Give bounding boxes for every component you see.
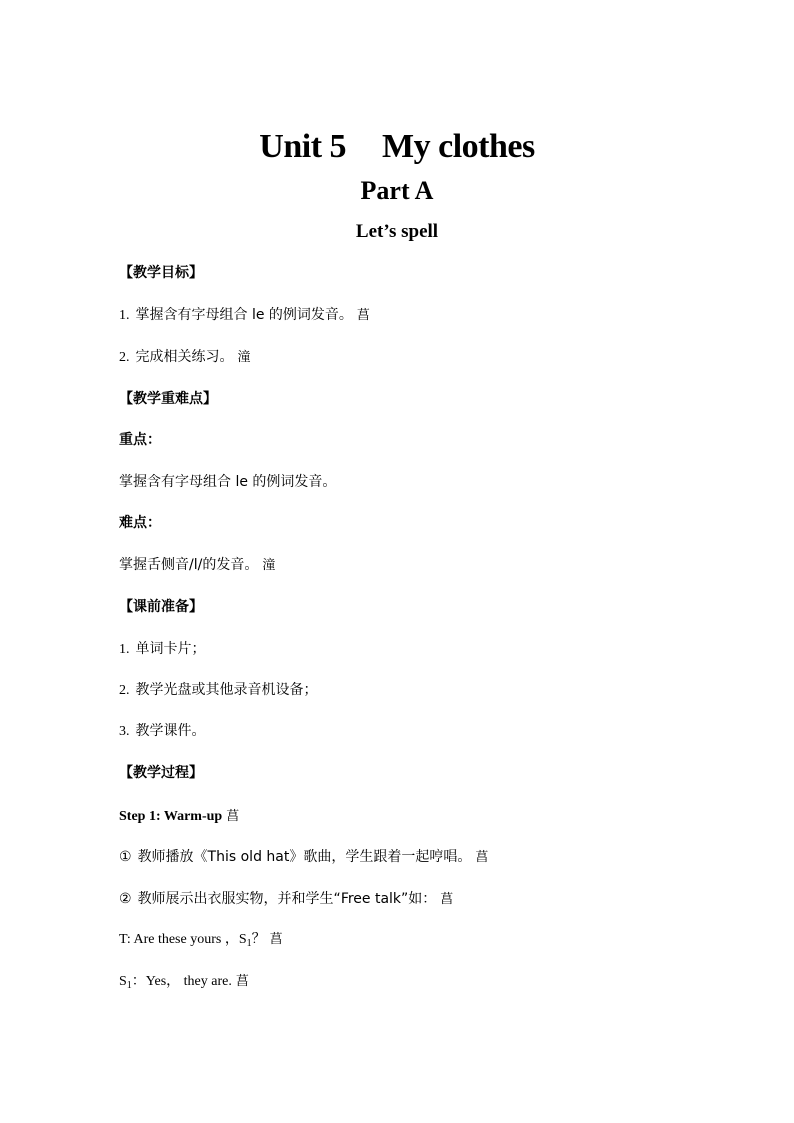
- key-points-heading: 【教学重难点】: [119, 391, 217, 407]
- difficulty-label: 难点：: [119, 515, 161, 531]
- difficulty-mark: 潼: [262, 558, 276, 573]
- goal-2-number: 2.: [119, 350, 130, 365]
- difficulty-line: [119, 555, 275, 575]
- prep-item-1: [119, 639, 206, 659]
- goals-heading: 【教学目标】: [119, 265, 203, 281]
- dialog-2-subscript: 1: [126, 980, 132, 991]
- prep-2-text: 教学光盘或其他录音机设备；: [135, 682, 318, 698]
- dialog-line-2: [119, 972, 249, 992]
- dialog-2-mark: 菖: [235, 974, 249, 989]
- goal-2-text: 完成相关练习。: [135, 349, 234, 365]
- goal-item-1: [119, 305, 370, 325]
- process-heading: 【教学过程】: [119, 765, 203, 781]
- prep-3-text: 教学课件。: [135, 723, 206, 739]
- dialog-line-1: [119, 930, 283, 950]
- item-1-circle: ①: [119, 850, 132, 865]
- dialog-1-text: T: Are these yours ，S: [119, 932, 247, 947]
- prep-item-3: [119, 721, 206, 741]
- difficulty-text: 掌握舌侧音/l/的发音。: [119, 557, 259, 573]
- dialog-1-mark: 菖: [269, 932, 283, 947]
- document-title: [0, 124, 794, 170]
- document-part: Part A: [360, 176, 434, 205]
- prep-heading: 【课前准备】: [119, 599, 203, 615]
- prep-3-number: 3.: [119, 724, 130, 739]
- step1-title: Step 1: Warm-up: [119, 809, 223, 824]
- prep-2-number: 2.: [119, 683, 130, 698]
- item-2-mark: 菖: [440, 892, 454, 907]
- goal-1-text: 掌握含有字母组合 le 的例词发音。: [135, 307, 353, 323]
- prep-1-number: 1.: [119, 642, 130, 657]
- item-1-mark: 菖: [475, 850, 489, 865]
- goal-1-mark: 菖: [356, 308, 370, 323]
- step1-mark: 菖: [226, 809, 240, 824]
- prep-1-text: 单词卡片；: [135, 641, 206, 657]
- title-topic: My clothes: [382, 128, 535, 165]
- item-1-text: 教师播放《This old hat》歌曲，学生跟着一起哼唱。: [137, 849, 472, 865]
- step1-line: [119, 806, 239, 826]
- dialog-2-text: ：Yes， they are.: [131, 974, 232, 989]
- dialog-1-question: ？: [251, 932, 266, 947]
- item-2-text: 教师展示出衣服实物，并和学生“Free talk”如：: [137, 891, 437, 907]
- process-item-1: [119, 847, 488, 867]
- document-lesson: Let’s spell: [355, 221, 439, 242]
- dialog-2-speaker: S: [119, 974, 127, 989]
- title-unit: Unit 5: [259, 128, 347, 165]
- process-item-2: [119, 889, 453, 909]
- goal-2-mark: 潼: [237, 350, 251, 365]
- prep-item-2: [119, 680, 318, 700]
- dialog-1-subscript: 1: [246, 938, 252, 949]
- key-text: 掌握含有字母组合 le 的例词发音。: [119, 474, 337, 490]
- item-2-circle: ②: [119, 892, 132, 907]
- key-label: 重点：: [119, 432, 161, 448]
- goal-item-2: [119, 347, 251, 367]
- goal-1-number: 1.: [119, 308, 130, 323]
